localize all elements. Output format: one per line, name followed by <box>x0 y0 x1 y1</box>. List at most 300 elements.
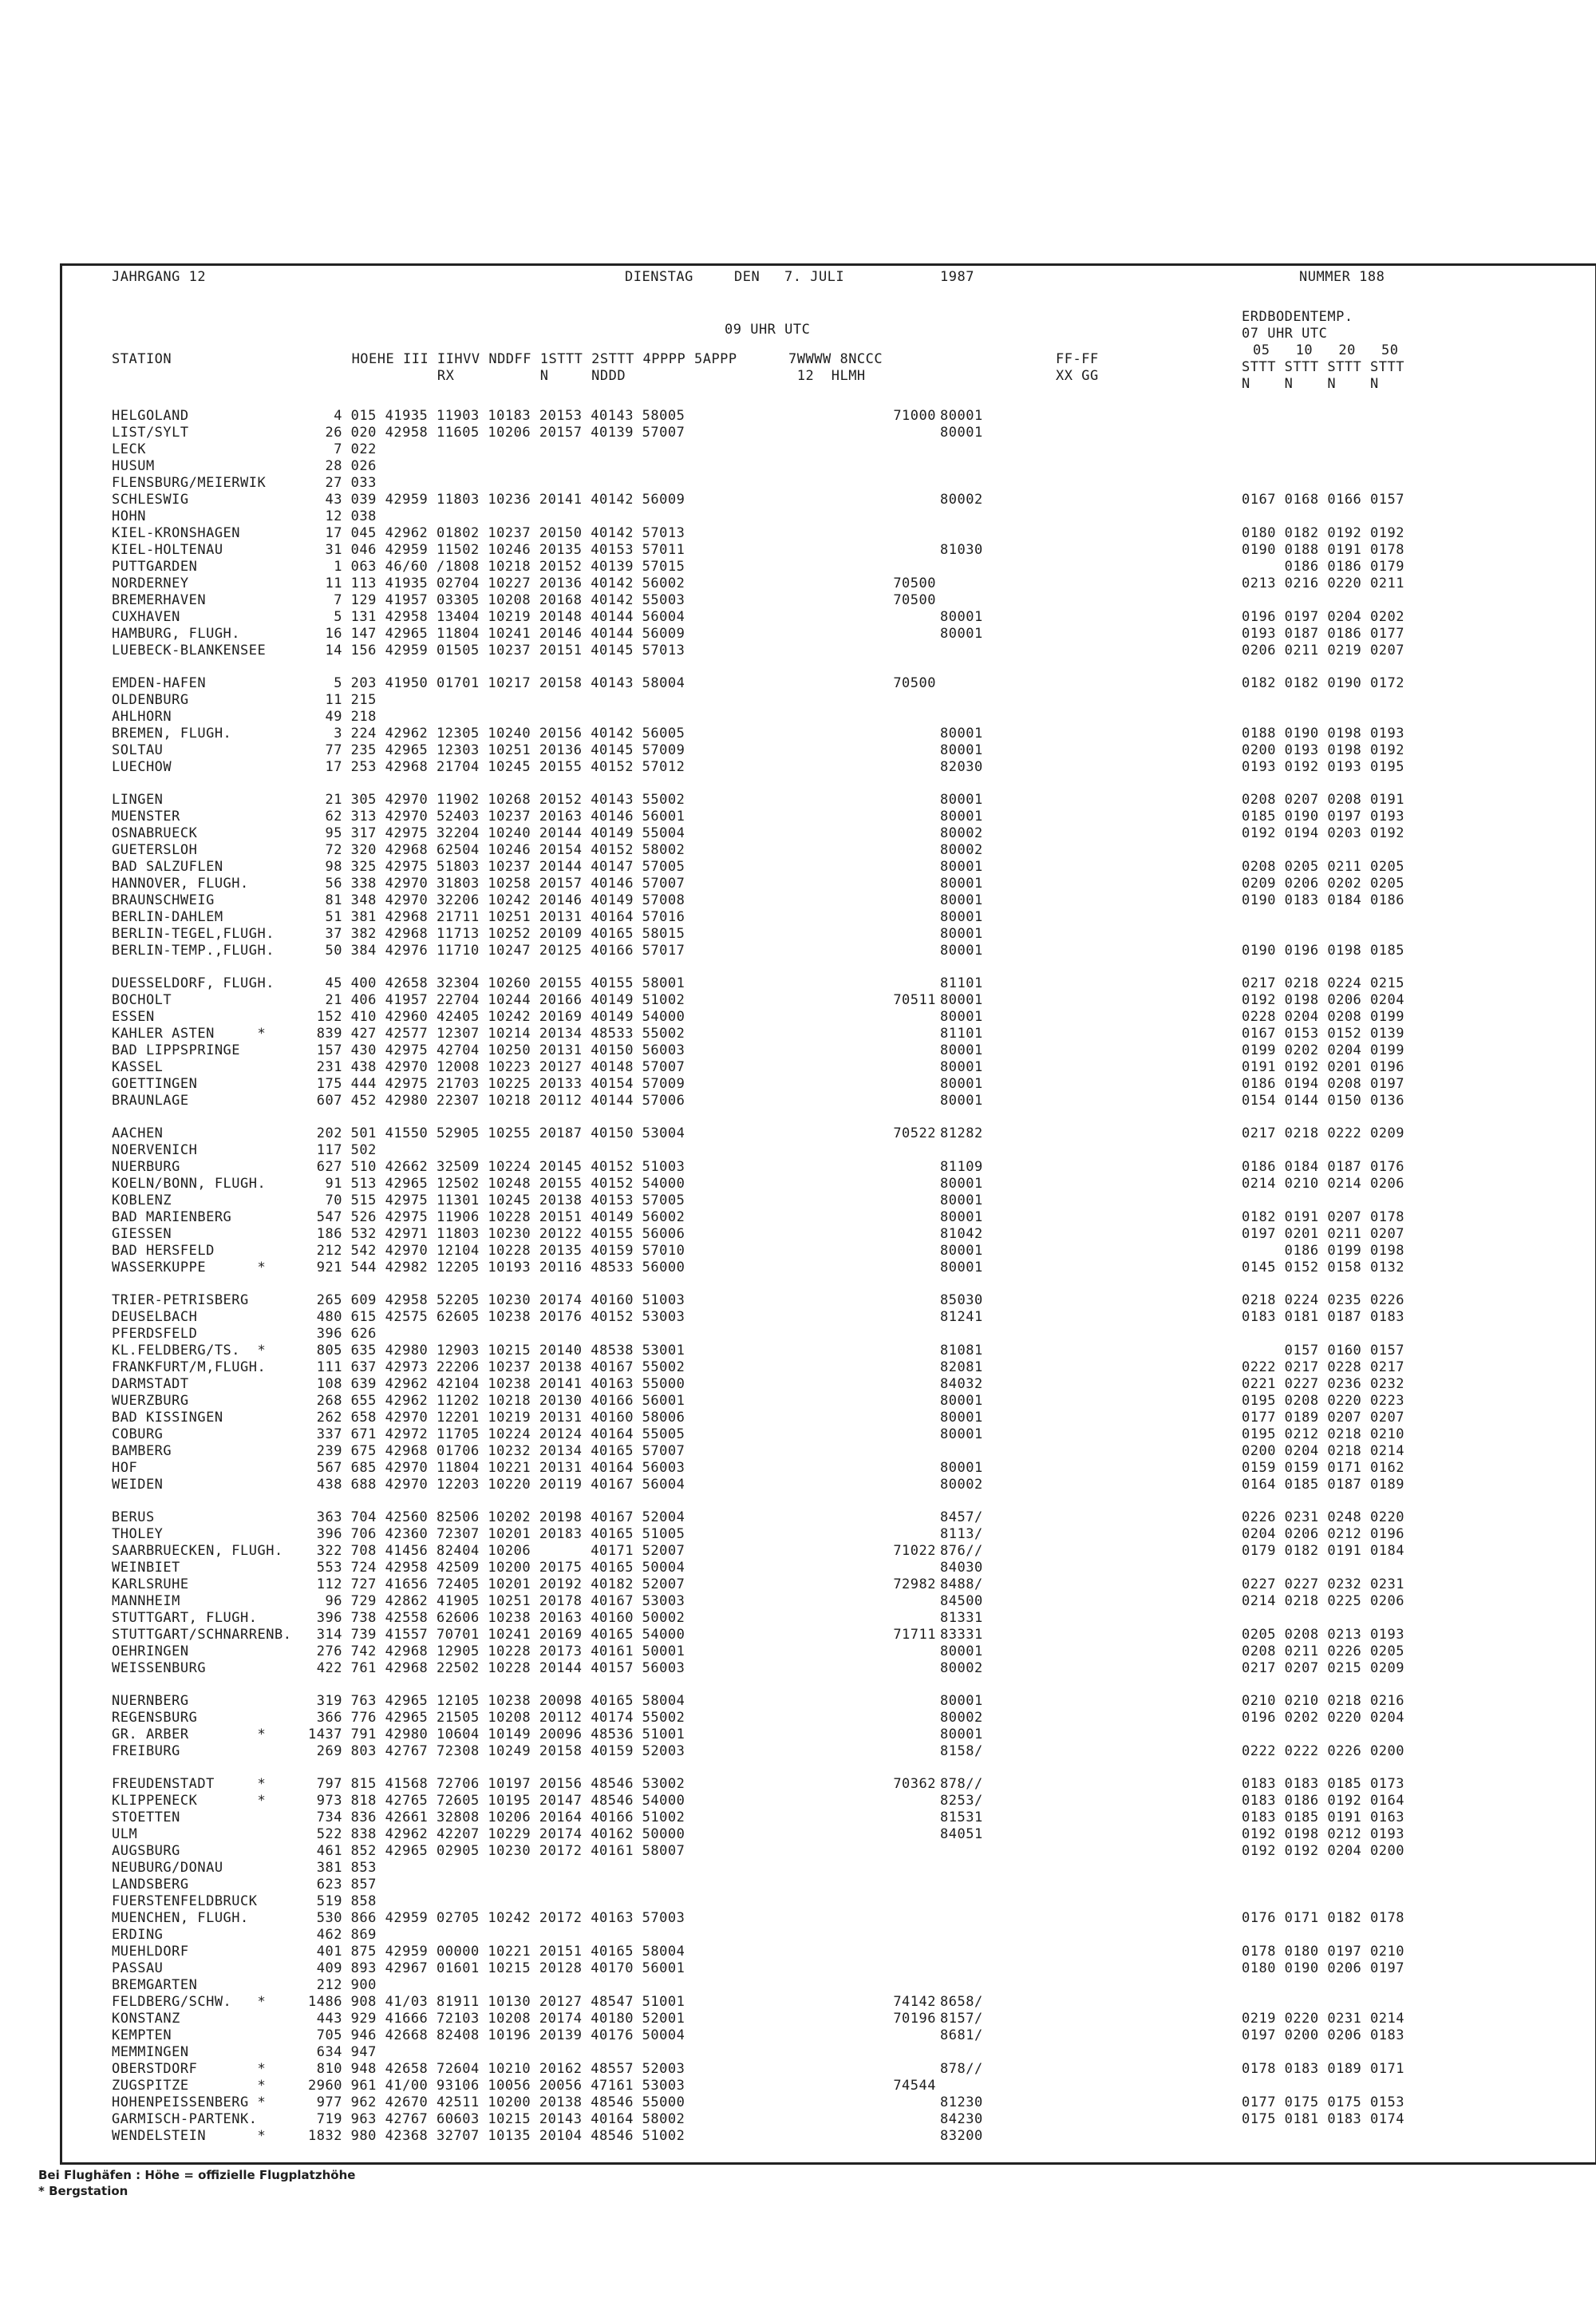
station-name: WASSERKUPPE * <box>112 1260 267 1276</box>
soil-temperatures: 0196 0202 0220 0204 <box>1242 1710 1404 1726</box>
station-values: 381 853 <box>308 1860 377 1876</box>
table-row <box>62 2044 1595 2061</box>
table-row <box>62 1843 1595 1860</box>
station-name: PUTTGARDEN <box>112 559 198 575</box>
station-name: STUTTGART, FLUGH. <box>112 1610 258 1626</box>
station-values: 4 015 41935 11903 10183 20153 40143 58005 <box>308 408 685 424</box>
station-name: LIST/SYLT <box>112 425 189 441</box>
weather-group-7: 71000 <box>893 408 936 424</box>
cloud-group-8: 878// <box>940 1776 983 1792</box>
soil-temperatures: 0190 0183 0184 0186 <box>1242 892 1404 908</box>
station-values: 70 515 42975 11301 10245 20138 40153 57005 <box>308 1193 685 1208</box>
station-values: 26 020 42958 11605 10206 20157 40139 57007 <box>308 425 685 441</box>
soil-temp-time: 07 UHR UTC <box>1242 326 1328 342</box>
soil-temperatures: 0178 0180 0197 0210 <box>1242 1944 1404 1960</box>
station-values: 396 626 <box>308 1326 377 1342</box>
soil-temperatures: 0192 0192 0204 0200 <box>1242 1843 1404 1859</box>
cloud-group-8: 80001 <box>940 992 983 1008</box>
soil-temperatures: 0167 0168 0166 0157 <box>1242 492 1404 508</box>
cloud-group-8: 80001 <box>940 626 983 642</box>
table-row <box>62 2128 1595 2145</box>
table-row <box>62 1243 1595 1260</box>
station-name: KL.FELDBERG/TS. * <box>112 1343 267 1359</box>
cloud-group-8: 80001 <box>940 926 983 942</box>
cloud-group-8: 80001 <box>940 742 983 758</box>
table-row <box>62 1793 1595 1810</box>
weather-group-7: 74544 <box>893 2078 936 2094</box>
soil-temperatures: 0185 0190 0197 0193 <box>1242 809 1404 825</box>
soil-temperatures: 0222 0222 0226 0200 <box>1242 1743 1404 1759</box>
cloud-group-8: 81531 <box>940 1810 983 1825</box>
table-row <box>62 458 1595 475</box>
station-values: 77 235 42965 12303 10251 20136 40145 57009 <box>308 742 685 758</box>
soil-temperatures: 0183 0181 0187 0183 <box>1242 1309 1404 1325</box>
cloud-group-8: 84051 <box>940 1826 983 1842</box>
cloud-group-8: 82081 <box>940 1359 983 1375</box>
table-row <box>62 1509 1595 1526</box>
station-name: BAD LIPPSPRINGE <box>112 1042 241 1058</box>
station-name: BREMGARTEN <box>112 1977 198 1993</box>
station-name: PASSAU <box>112 1960 164 1976</box>
station-values: 212 900 <box>308 1977 377 1993</box>
station-values: 314 739 41557 70701 10241 20169 40165 54000 <box>308 1627 685 1643</box>
station-name: WUERZBURG <box>112 1393 189 1409</box>
station-name: OBERSTDORF * <box>112 2061 267 2077</box>
weather-group-7: 71022 <box>893 1543 936 1559</box>
table-row <box>62 408 1595 425</box>
cloud-group-8: 80001 <box>940 876 983 892</box>
soil-temperatures: 0192 0198 0206 0204 <box>1242 992 1404 1008</box>
station-values: 21 305 42970 11902 10268 20152 40143 55002 <box>308 792 685 808</box>
station-values: 14 156 42959 01505 10237 20151 40145 57013 <box>308 643 685 659</box>
soil-temperatures: 0217 0218 0222 0209 <box>1242 1125 1404 1141</box>
table-row <box>62 1125 1595 1142</box>
station-name: MUENCHEN, FLUGH. <box>112 1910 249 1926</box>
column-header-row2: RX N NDDD 12 HLMH <box>112 368 866 384</box>
station-name: SAARBRUECKEN, FLUGH. <box>112 1543 283 1559</box>
cloud-group-8: 80001 <box>940 1193 983 1208</box>
station-values: 7 022 <box>308 441 377 457</box>
table-row <box>62 1326 1595 1343</box>
cloud-group-8: 80001 <box>940 1726 983 1742</box>
station-values: 480 615 42575 62605 10238 20176 40152 53003 <box>308 1309 685 1325</box>
table-row <box>62 943 1595 959</box>
table-row <box>62 1193 1595 1209</box>
table-row <box>62 859 1595 876</box>
cloud-group-8: 80001 <box>940 1209 983 1225</box>
soil-temperatures: 0176 0171 0182 0178 <box>1242 1910 1404 1926</box>
station-values: 1437 791 42980 10604 10149 20096 48536 51001 <box>308 1726 685 1742</box>
table-row <box>62 1477 1595 1493</box>
soil-temperatures: 0218 0224 0235 0226 <box>1242 1292 1404 1308</box>
station-values: 1 063 46/60 /1808 10218 20152 40139 57015 <box>308 559 685 575</box>
cloud-group-8: 80001 <box>940 792 983 808</box>
table-row <box>62 1610 1595 1627</box>
station-values: 797 815 41568 72706 10197 20156 48546 53002 <box>308 1776 685 1792</box>
table-row <box>62 1660 1595 1677</box>
weather-group-7: 70500 <box>893 675 936 691</box>
station-values: 839 427 42577 12307 10214 20134 48533 55002 <box>308 1026 685 1042</box>
soil-temperatures: 0200 0193 0198 0192 <box>1242 742 1404 758</box>
table-row <box>62 1826 1595 1843</box>
station-name: OLDENBURG <box>112 692 189 708</box>
station-values: 1486 908 41/03 81911 10130 20127 48547 51001 <box>308 1994 685 2010</box>
station-name: LINGEN <box>112 792 164 808</box>
soil-temperatures: 0192 0198 0212 0193 <box>1242 1826 1404 1842</box>
station-values: 627 510 42662 32509 10224 20145 40152 51003 <box>308 1159 685 1175</box>
table-row <box>62 626 1595 643</box>
station-name: FRANKFURT/M,FLUGH. <box>112 1359 267 1375</box>
station-name: KONSTANZ <box>112 2011 180 2027</box>
station-name: OSNABRUECK <box>112 825 198 841</box>
station-name: AACHEN <box>112 1125 164 1141</box>
station-values: 81 348 42970 32206 10242 20146 40149 57008 <box>308 892 685 908</box>
station-values: 202 501 41550 52905 10255 20187 40150 53004 <box>308 1125 685 1141</box>
table-row <box>62 1893 1595 1910</box>
table-row <box>62 508 1595 525</box>
station-name: BERLIN-TEMP.,FLUGH. <box>112 943 275 959</box>
station-name: MUENSTER <box>112 809 180 825</box>
station-values: 547 526 42975 11906 10228 20151 40149 56002 <box>308 1209 685 1225</box>
weather-group-7: 71711 <box>893 1627 936 1643</box>
station-values: 95 317 42975 32204 10240 20144 40149 55004 <box>308 825 685 841</box>
cloud-group-8: 80002 <box>940 1660 983 1676</box>
station-values: 265 609 42958 52205 10230 20174 40160 51003 <box>308 1292 685 1308</box>
soil-temperatures: 0221 0227 0236 0232 <box>1242 1376 1404 1392</box>
table-row <box>62 709 1595 726</box>
soil-temperatures: 0204 0206 0212 0196 <box>1242 1526 1404 1542</box>
station-name: DUESSELDORF, FLUGH. <box>112 975 275 991</box>
station-name: WEISSENBURG <box>112 1660 207 1676</box>
station-name: BAD SALZUFLEN <box>112 859 223 875</box>
obs-time: 09 UHR UTC <box>725 322 811 338</box>
table-row <box>62 1593 1595 1610</box>
station-values: 262 658 42970 12201 10219 20131 40160 58006 <box>308 1410 685 1426</box>
table-row <box>62 1159 1595 1176</box>
soil-temperatures: 0182 0191 0207 0178 <box>1242 1209 1404 1225</box>
table-row <box>62 1860 1595 1877</box>
cloud-group-8: 80002 <box>940 1477 983 1493</box>
station-values: 16 147 42965 11804 10241 20146 40144 56009 <box>308 626 685 642</box>
station-values: 37 382 42968 11713 10252 20109 40165 58015 <box>308 926 685 942</box>
cloud-group-8: 80001 <box>940 943 983 959</box>
station-values: 366 776 42965 21505 10208 20112 40174 55002 <box>308 1710 685 1726</box>
station-values: 51 381 42968 21711 10251 20131 40164 57016 <box>308 909 685 925</box>
table-row <box>62 475 1595 492</box>
date: 7. JULI <box>784 269 845 285</box>
table-row <box>62 909 1595 926</box>
soil-temperatures: 0217 0207 0215 0209 <box>1242 1660 1404 1676</box>
table-row <box>62 1944 1595 1960</box>
cloud-group-8: 81101 <box>940 975 983 991</box>
station-name: KOELN/BONN, FLUGH. <box>112 1176 267 1192</box>
station-name: GOETTINGEN <box>112 1076 198 1092</box>
table-row <box>62 1042 1595 1059</box>
station-values: 462 869 <box>308 1927 377 1943</box>
cloud-group-8: 80001 <box>940 809 983 825</box>
station-name: HELGOLAND <box>112 408 189 424</box>
soil-temperatures: 0183 0186 0192 0164 <box>1242 1793 1404 1809</box>
cloud-group-8: 85030 <box>940 1292 983 1308</box>
station-name: KIEL-KRONSHAGEN <box>112 525 241 541</box>
station-name: ESSEN <box>112 1009 155 1025</box>
station-name: KAHLER ASTEN * <box>112 1026 267 1042</box>
station-name: PFERDSFELD <box>112 1326 198 1342</box>
cloud-group-8: 80001 <box>940 1009 983 1025</box>
station-values: 705 946 42668 82408 10196 20139 40176 50004 <box>308 2027 685 2043</box>
station-values: 409 893 42967 01601 10215 20128 40170 56001 <box>308 1960 685 1976</box>
station-name: AUGSBURG <box>112 1843 180 1859</box>
station-name: HANNOVER, FLUGH. <box>112 876 249 892</box>
soil-temperatures: 0193 0187 0186 0177 <box>1242 626 1404 642</box>
station-name: FUERSTENFELDBRUCK <box>112 1893 258 1909</box>
station-values: 212 542 42970 12104 10228 20135 40159 57010 <box>308 1243 685 1259</box>
station-name: GARMISCH-PARTENK. <box>112 2111 258 2127</box>
station-name: DARMSTADT <box>112 1376 189 1392</box>
soil-temperatures: 0164 0185 0187 0189 <box>1242 1477 1404 1493</box>
cloud-group-8: 80001 <box>940 1393 983 1409</box>
soil-temperatures: 0175 0181 0183 0174 <box>1242 2111 1404 2127</box>
station-name: BAD KISSINGEN <box>112 1410 223 1426</box>
station-values: 17 253 42968 21704 10245 20155 40152 57012 <box>308 759 685 775</box>
soil-temperatures: 0213 0216 0220 0211 <box>1242 575 1404 591</box>
station-name: BRAUNSCHWEIG <box>112 892 215 908</box>
table-row <box>62 675 1595 692</box>
table-row <box>62 1076 1595 1093</box>
table-row <box>62 1059 1595 1076</box>
station-values: 634 947 <box>308 2044 377 2060</box>
column-header-ff: FF-FF <box>1056 351 1099 367</box>
bulletin-table <box>60 263 1596 2165</box>
station-values: 12 038 <box>308 508 377 524</box>
station-name: BREMERHAVEN <box>112 592 207 608</box>
station-values: 921 544 42982 12205 10193 20116 48533 56000 <box>308 1260 685 1276</box>
station-values: 522 838 42962 42207 10229 20174 40162 50000 <box>308 1826 685 1842</box>
soil-temperatures: 0186 0184 0187 0176 <box>1242 1159 1404 1175</box>
station-values: 72 320 42968 62504 10246 20154 40152 58002 <box>308 842 685 858</box>
station-values: 719 963 42767 60603 10215 20143 40164 58002 <box>308 2111 685 2127</box>
cloud-group-8: 80002 <box>940 1710 983 1726</box>
soil-temperatures: 0179 0182 0191 0184 <box>1242 1543 1404 1559</box>
table-row <box>62 1142 1595 1159</box>
table-row <box>62 726 1595 742</box>
station-values: 337 671 42972 11705 10224 20124 40164 55005 <box>308 1426 685 1442</box>
station-name: EMDEN-HAFEN <box>112 675 207 691</box>
table-row <box>62 842 1595 859</box>
station-values: 231 438 42970 12008 10223 20127 40148 57007 <box>308 1059 685 1075</box>
station-name: NUERNBERG <box>112 1693 189 1709</box>
station-name: KLIPPENECK * <box>112 1793 267 1809</box>
station-values: 96 729 42862 41905 10251 20178 40167 53003 <box>308 1593 685 1609</box>
station-name: WENDELSTEIN * <box>112 2128 267 2144</box>
station-values: 553 724 42958 42509 10200 20175 40165 50004 <box>308 1560 685 1576</box>
station-values: 21 406 41957 22704 10244 20166 40149 51002 <box>308 992 685 1008</box>
station-name: OEHRINGEN <box>112 1643 189 1659</box>
cloud-group-8: 80001 <box>940 892 983 908</box>
station-values: 3 224 42962 12305 10240 20156 40142 56005 <box>308 726 685 742</box>
soil-temperatures: 0154 0144 0150 0136 <box>1242 1093 1404 1109</box>
table-row <box>62 1977 1595 1994</box>
soil-temperatures: 0190 0196 0198 0185 <box>1242 943 1404 959</box>
station-values: 322 708 41456 82404 10206 40171 52007 <box>308 1543 685 1559</box>
column-header-sttt: STTT STTT STTT STTT <box>1242 359 1404 375</box>
cloud-group-8: 80001 <box>940 1260 983 1276</box>
table-row <box>62 2111 1595 2128</box>
station-name: STOETTEN <box>112 1810 180 1825</box>
station-name: KEMPTEN <box>112 2027 172 2043</box>
soil-temp-title: ERDBODENTEMP. <box>1242 309 1353 325</box>
cloud-group-8: 80002 <box>940 492 983 508</box>
weekday: DIENSTAG <box>625 269 693 285</box>
station-name: STUTTGART/SCHNARRENB. <box>112 1627 292 1643</box>
soil-temperatures: 0167 0153 0152 0139 <box>1242 1026 1404 1042</box>
station-values: 27 033 <box>308 475 377 491</box>
table-row <box>62 1710 1595 1726</box>
cloud-group-8: 80001 <box>940 726 983 742</box>
date-den: DEN <box>734 269 760 285</box>
station-name: BRAUNLAGE <box>112 1093 189 1109</box>
table-row <box>62 1176 1595 1193</box>
station-name: HUSUM <box>112 458 155 474</box>
cloud-group-8: 80001 <box>940 1243 983 1259</box>
soil-temperatures: 0182 0182 0190 0172 <box>1242 675 1404 691</box>
station-values: 56 338 42970 31803 10258 20157 40146 57007 <box>308 876 685 892</box>
table-row <box>62 1526 1595 1543</box>
station-name: COBURG <box>112 1426 164 1442</box>
soil-temperatures: 0226 0231 0248 0220 <box>1242 1509 1404 1525</box>
station-name: GUETERSLOH <box>112 842 198 858</box>
station-values: 363 704 42560 82506 10202 20198 40167 52004 <box>308 1509 685 1525</box>
station-values: 50 384 42976 11710 10247 20125 40166 57017 <box>308 943 685 959</box>
table-row <box>62 1576 1595 1593</box>
table-row <box>62 992 1595 1009</box>
weather-group-7: 74142 <box>893 1994 936 2010</box>
station-values: 268 655 42962 11202 10218 20130 40166 56001 <box>308 1393 685 1409</box>
cloud-group-8: 8113/ <box>940 1526 983 1542</box>
table-row <box>62 759 1595 776</box>
table-row <box>62 1309 1595 1326</box>
station-name: BREMEN, FLUGH. <box>112 726 232 742</box>
soil-temperatures: 0177 0175 0175 0153 <box>1242 2094 1404 2110</box>
station-name: LUECHOW <box>112 759 172 775</box>
column-header-n: N N N N <box>1242 376 1379 392</box>
station-values: 269 803 42767 72308 10249 20158 40159 52003 <box>308 1743 685 1759</box>
station-values: 111 637 42973 22206 10237 20138 40167 55002 <box>308 1359 685 1375</box>
footnote-airports: Bei Flughäfen : Höhe = offizielle Flugplatzhöhe <box>38 2168 356 2182</box>
table-row <box>62 1260 1595 1276</box>
soil-temperatures: 0210 0210 0218 0216 <box>1242 1693 1404 1709</box>
station-values: 17 045 42962 01802 10237 20150 40142 57013 <box>308 525 685 541</box>
cloud-group-8: 81030 <box>940 542 983 558</box>
issue-number: NUMMER 188 <box>1299 269 1385 285</box>
soil-temperatures: 0208 0205 0211 0205 <box>1242 859 1404 875</box>
table-row <box>62 2094 1595 2111</box>
station-values: 623 857 <box>308 1877 377 1893</box>
soil-depths: 05 10 20 50 <box>1253 342 1399 358</box>
station-name: KASSEL <box>112 1059 164 1075</box>
table-row <box>62 2061 1595 2078</box>
station-values: 11 113 41935 02704 10227 20136 40142 56002 <box>308 575 685 591</box>
soil-temperatures: 0197 0200 0206 0183 <box>1242 2027 1404 2043</box>
station-values: 443 929 41666 72103 10208 20174 40180 52001 <box>308 2011 685 2027</box>
soil-temperatures: 0197 0201 0211 0207 <box>1242 1226 1404 1242</box>
cloud-group-8: 80001 <box>940 1059 983 1075</box>
table-row <box>62 1393 1595 1410</box>
station-values: 530 866 42959 02705 10242 20172 40163 57003 <box>308 1910 685 1926</box>
station-values: 31 046 42959 11502 10246 20135 40153 57011 <box>308 542 685 558</box>
cloud-group-8: 81282 <box>940 1125 983 1141</box>
table-row <box>62 643 1595 659</box>
table-row <box>62 1009 1595 1026</box>
cloud-group-8: 81081 <box>940 1343 983 1359</box>
soil-temperatures: 0195 0212 0218 0210 <box>1242 1426 1404 1442</box>
soil-temperatures: 0191 0192 0201 0196 <box>1242 1059 1404 1075</box>
cloud-group-8: 84032 <box>940 1376 983 1392</box>
station-name: BERUS <box>112 1509 155 1525</box>
soil-temperatures: 0193 0192 0193 0195 <box>1242 759 1404 775</box>
station-name: LECK <box>112 441 146 457</box>
cloud-group-8: 84500 <box>940 1593 983 1609</box>
cloud-group-8: 80001 <box>940 1042 983 1058</box>
table-row <box>62 1443 1595 1460</box>
table-row <box>62 1226 1595 1243</box>
table-row <box>62 1910 1595 1927</box>
table-row <box>62 892 1595 909</box>
station-name: BAD HERSFELD <box>112 1243 215 1259</box>
station-name: GR. ARBER * <box>112 1726 267 1742</box>
table-row <box>62 1810 1595 1826</box>
station-name: MUEHLDORF <box>112 1944 189 1960</box>
station-values: 98 325 42975 51803 10237 20144 40147 57005 <box>308 859 685 875</box>
soil-temperatures: 0192 0194 0203 0192 <box>1242 825 1404 841</box>
station-values: 2960 961 41/00 93106 10056 20056 47161 53003 <box>308 2078 685 2094</box>
station-values: 5 131 42958 13404 10219 20148 40144 56004 <box>308 609 685 625</box>
soil-temperatures: 0217 0218 0224 0215 <box>1242 975 1404 991</box>
station-name: DEUSELBACH <box>112 1309 198 1325</box>
cloud-group-8: 8681/ <box>940 2027 983 2043</box>
cloud-group-8: 80001 <box>940 408 983 424</box>
cloud-group-8: 81230 <box>940 2094 983 2110</box>
station-values: 108 639 42962 42104 10238 20141 40163 55000 <box>308 1376 685 1392</box>
station-name: SOLTAU <box>112 742 164 758</box>
station-name: HAMBURG, FLUGH. <box>112 626 241 642</box>
jahrgang: JAHRGANG 12 <box>112 269 207 285</box>
station-values: 396 738 42558 62606 10238 20163 40160 50002 <box>308 1610 685 1626</box>
station-values: 239 675 42968 01706 10232 20134 40165 57007 <box>308 1443 685 1459</box>
station-name: AHLHORN <box>112 709 172 725</box>
station-values: 175 444 42975 21703 10225 20133 40154 57009 <box>308 1076 685 1092</box>
station-values: 607 452 42980 22307 10218 20112 40144 57006 <box>308 1093 685 1109</box>
table-row <box>62 926 1595 943</box>
soil-temperatures: 0183 0183 0185 0173 <box>1242 1776 1404 1792</box>
cloud-group-8: 8457/ <box>940 1509 983 1525</box>
soil-temperatures: 0206 0211 0219 0207 <box>1242 643 1404 659</box>
soil-temperatures: 0205 0208 0213 0193 <box>1242 1627 1404 1643</box>
station-values: 319 763 42965 12105 10238 20098 40165 58004 <box>308 1693 685 1709</box>
weather-group-7: 70511 <box>893 992 936 1008</box>
table-row <box>62 1627 1595 1643</box>
station-values: 810 948 42658 72604 10210 20162 48557 52003 <box>308 2061 685 2077</box>
cloud-group-8: 80001 <box>940 1176 983 1192</box>
station-name: BAMBERG <box>112 1443 172 1459</box>
table-row <box>62 1927 1595 1944</box>
soil-temperatures: 0188 0190 0198 0193 <box>1242 726 1404 742</box>
cloud-group-8: 8658/ <box>940 1994 983 2010</box>
station-name: TRIER-PETRISBERG <box>112 1292 249 1308</box>
weather-group-7: 72982 <box>893 1576 936 1592</box>
soil-temperatures: 0186 0199 0198 <box>1242 1243 1404 1259</box>
station-values: 91 513 42965 12502 10248 20155 40152 54000 <box>308 1176 685 1192</box>
